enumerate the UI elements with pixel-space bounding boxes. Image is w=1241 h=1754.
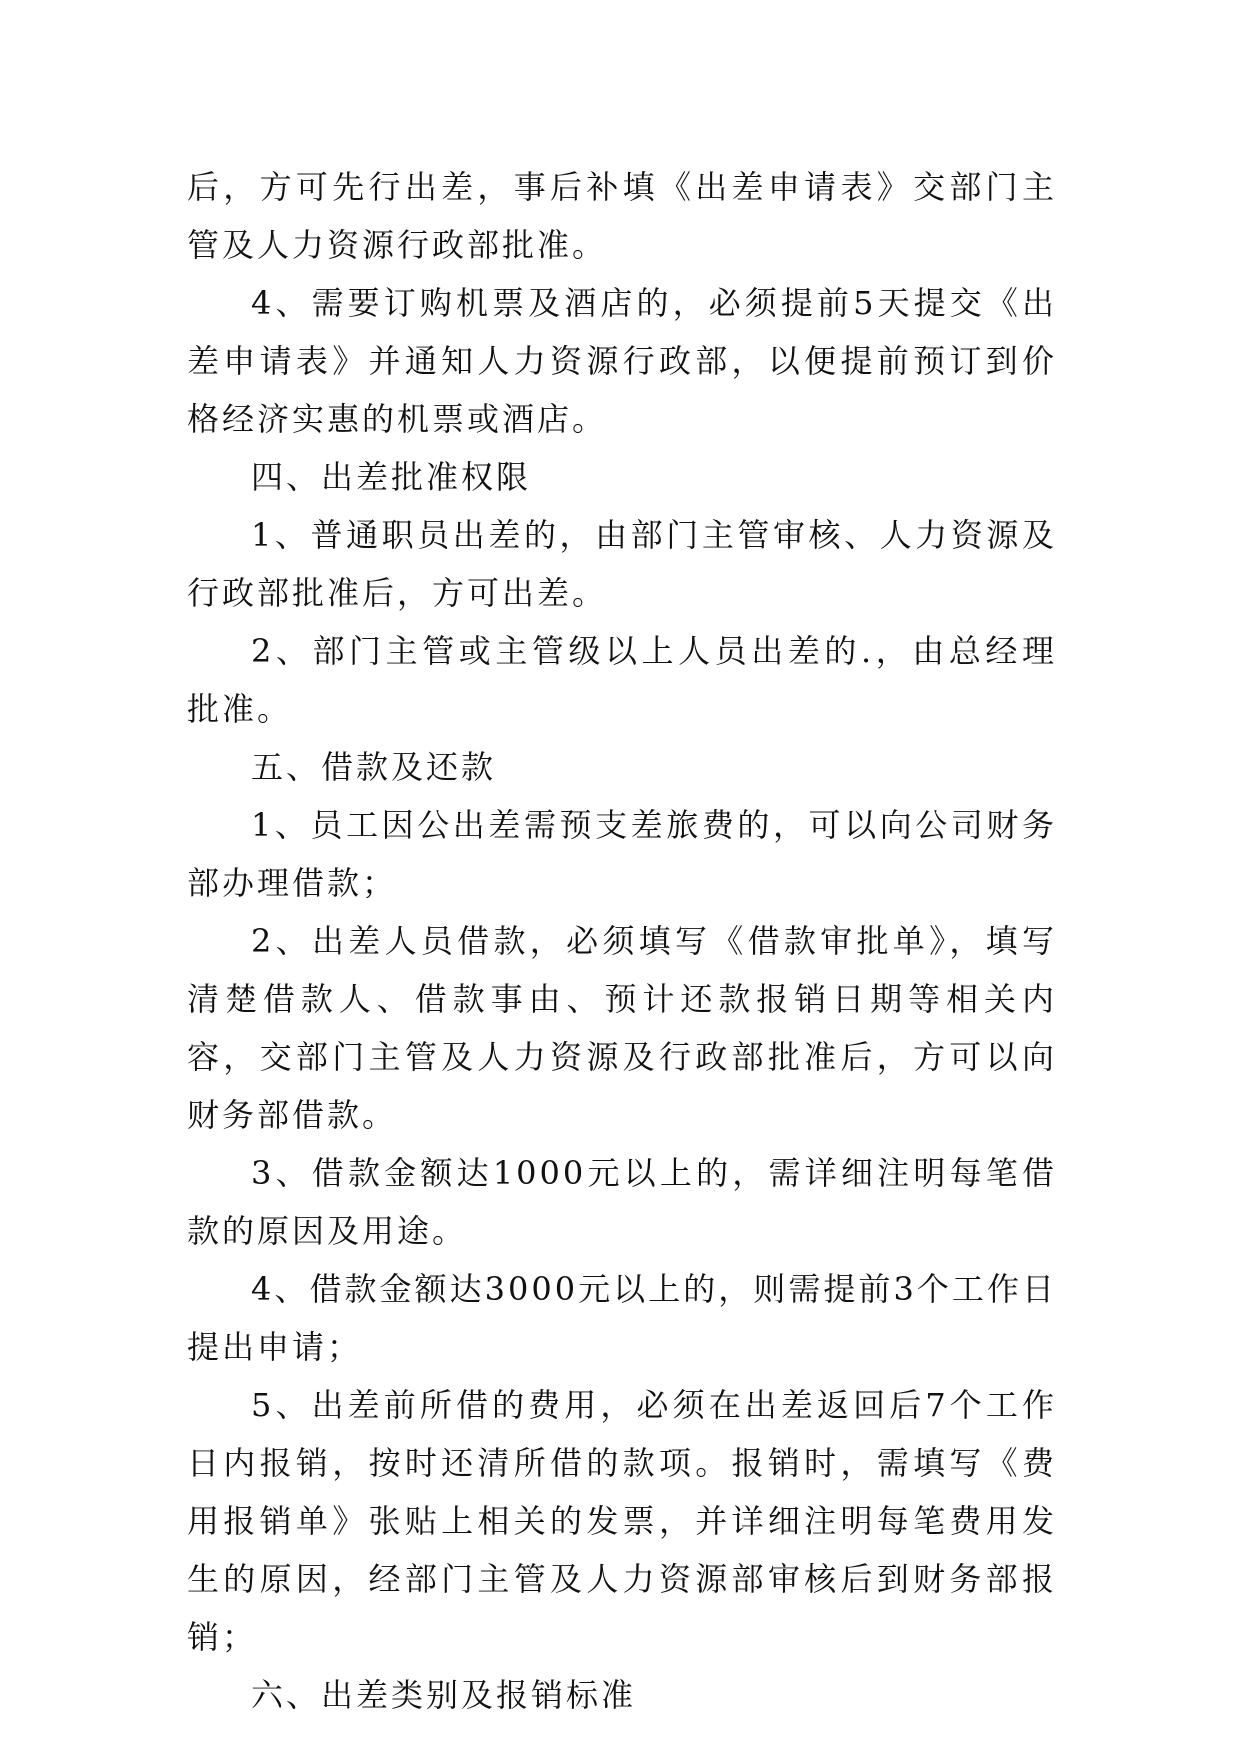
- paragraph-loan-item-1: 1、员工因公出差需预支差旅费的，可以向公司财务部办理借款；: [187, 806, 1057, 902]
- paragraph-loan-item-2: 2、出差人员借款，必须填写《借款审批单》，填写清楚借款人、借款事由、预计还款报销日期等相关内容，交部门主管及人力资源及行政部批准后，方可以向财务部借款。: [187, 922, 1057, 1134]
- paragraph-loan-item-4: 4、借款金额达3000元以上的，则需提前3个工作日提出申请；: [187, 1270, 1057, 1366]
- paragraph-continuation: 后，方可先行出差，事后补填《出差申请表》交部门主管及人力资源行政部批准。: [187, 168, 1057, 264]
- section-heading-travel-categories: 六、出差类别及报销标准: [251, 1676, 637, 1714]
- paragraph-loan-item-5: 5、出差前所借的费用，必须在出差返回后7个工作日内报销，按时还清所借的款项。报销时，需填写《费用报销单》张贴上相关的发票，并详细注明每笔费用发生的原因，经部门主管及人力资源部审核后到财务部报销；: [187, 1386, 1057, 1656]
- document-body: [187, 158, 1057, 1724]
- section-heading-loans-repayment: 五、借款及还款: [251, 748, 497, 786]
- section-heading-approval-authority: 四、出差批准权限: [251, 458, 532, 496]
- paragraph-item-4-booking: 4、需要订购机票及酒店的，必须提前5天提交《出差申请表》并通知人力资源行政部，以便提前预订到价格经济实惠的机票或酒店。: [187, 284, 1057, 438]
- paragraph-loan-item-3: 3、借款金额达1000元以上的，需详细注明每笔借款的原因及用途。: [187, 1154, 1057, 1250]
- paragraph-item-1-staff: 1、普通职员出差的，由部门主管审核、人力资源及行政部批准后，方可出差。: [187, 516, 1057, 612]
- paragraph-item-2-managers: 2、部门主管或主管级以上人员出差的.，由总经理批准。: [187, 632, 1057, 728]
